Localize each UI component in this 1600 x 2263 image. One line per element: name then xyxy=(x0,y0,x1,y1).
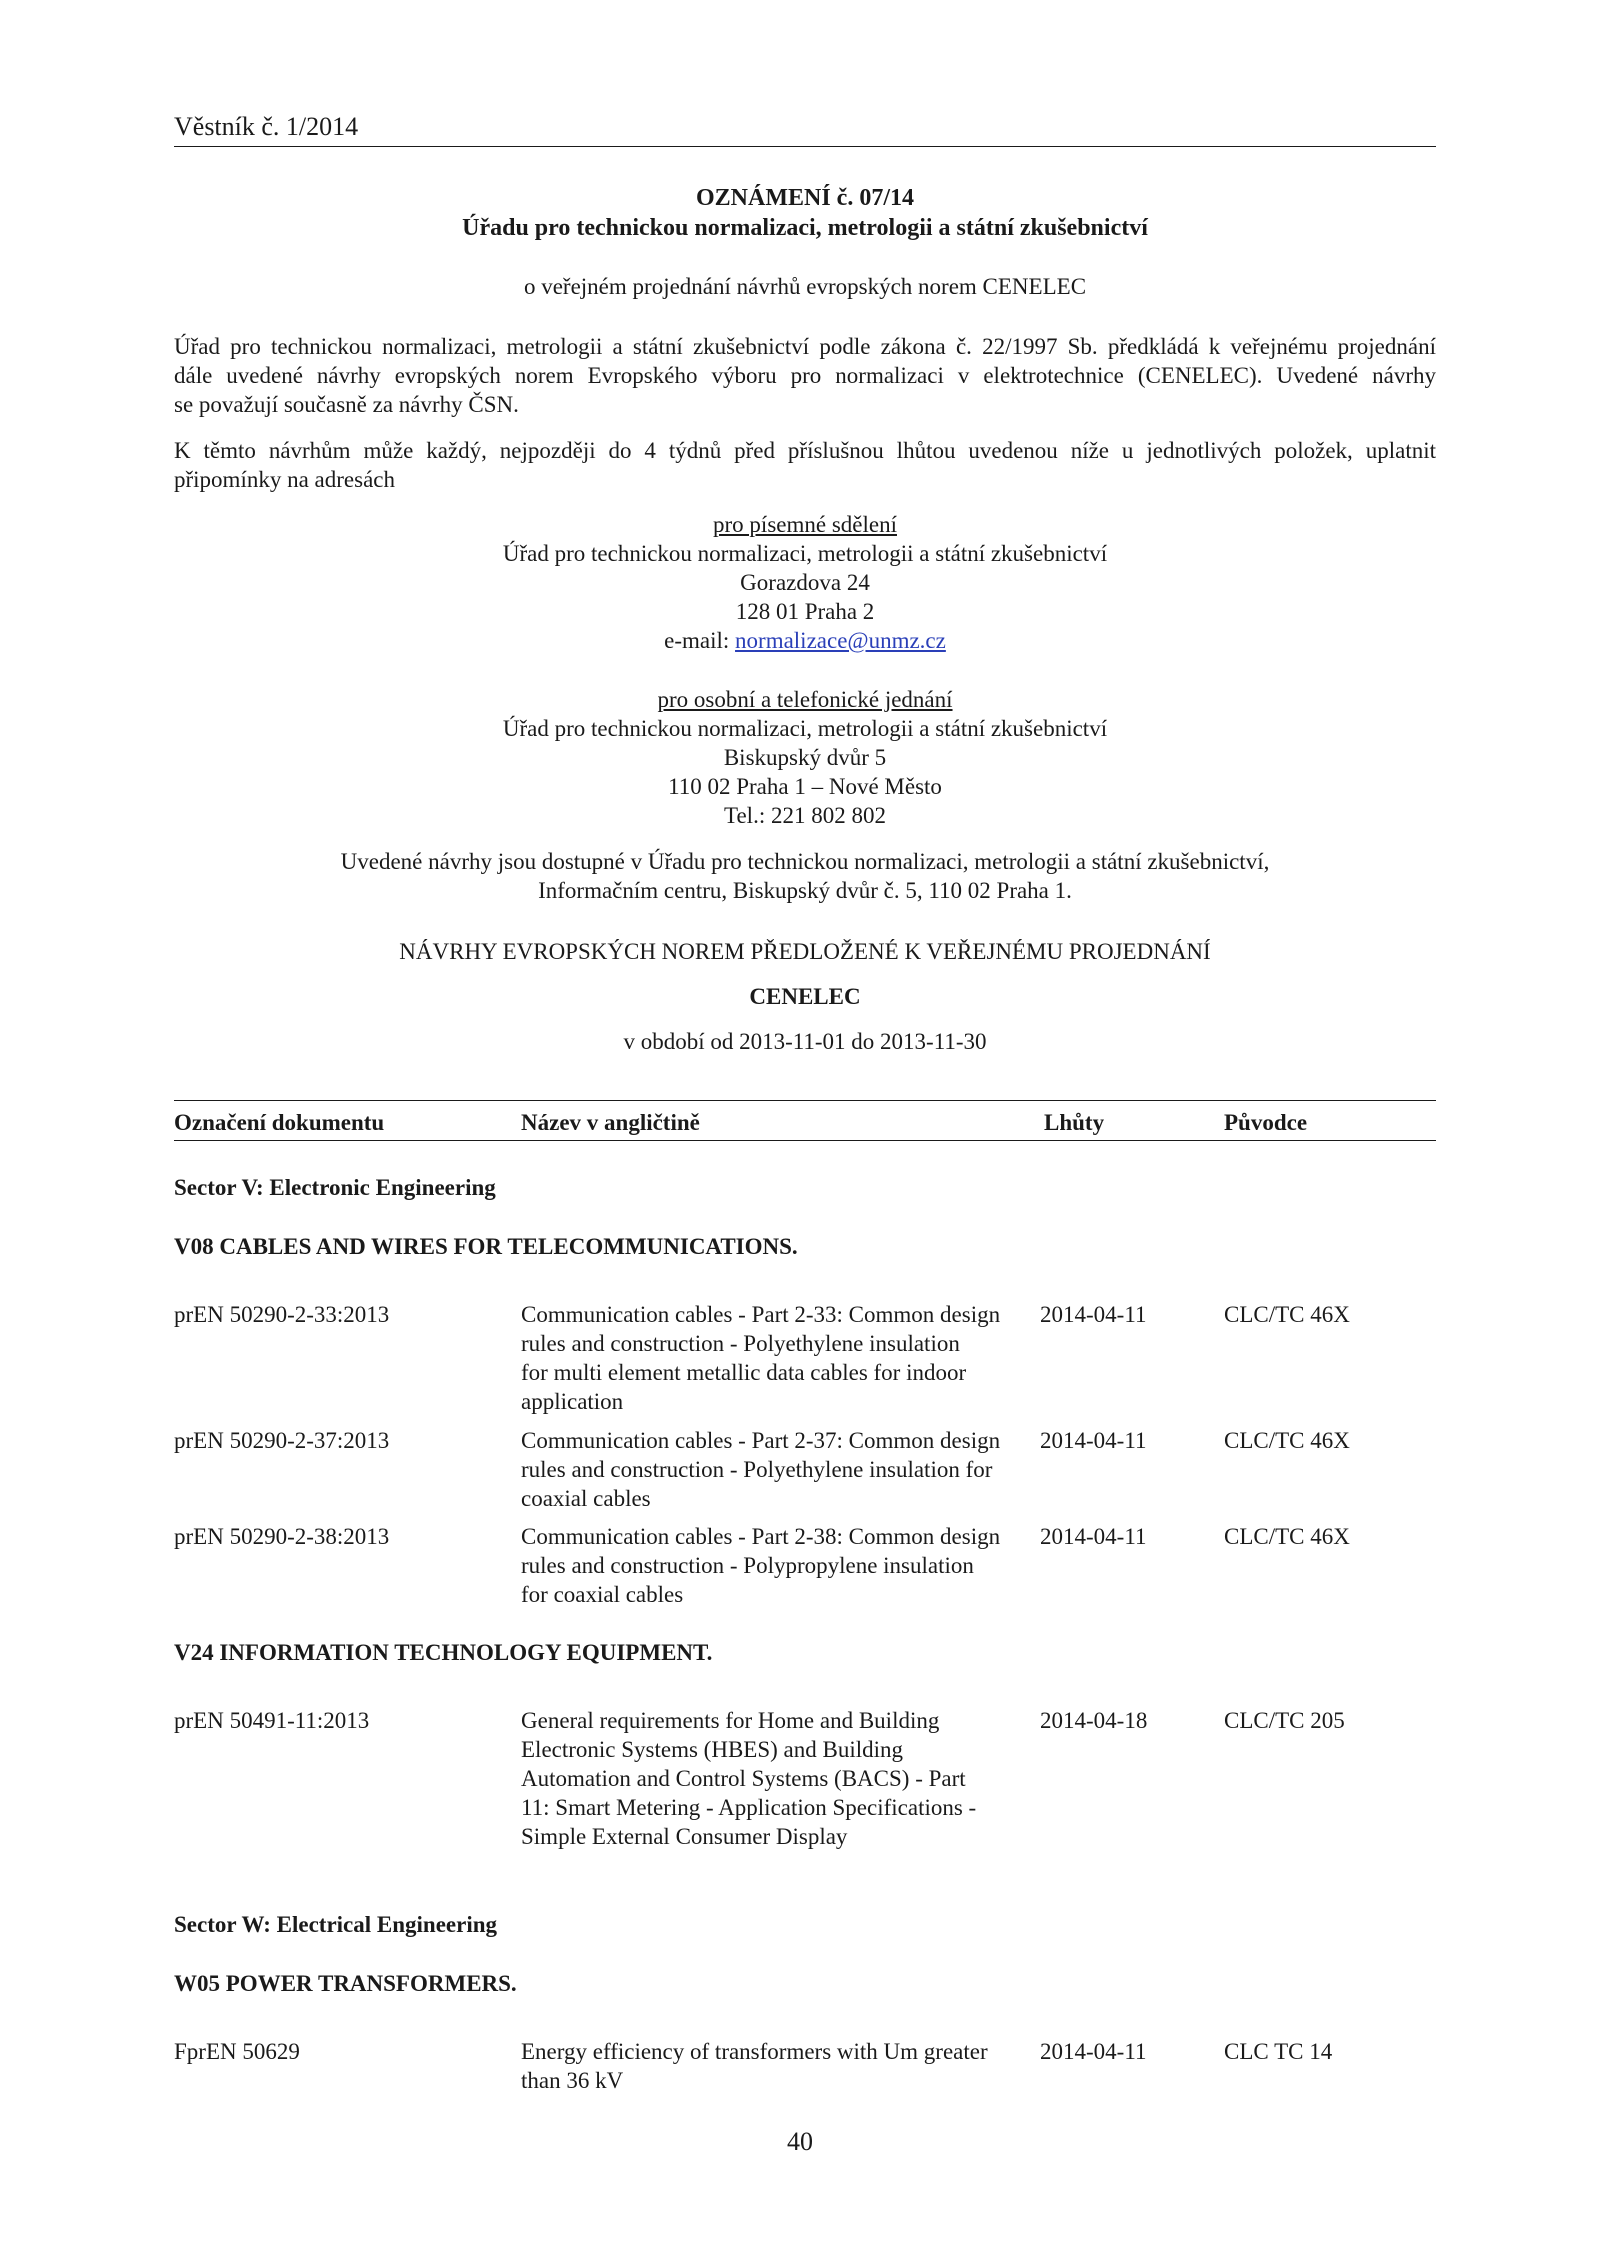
personal-address-city: 110 02 Praha 1 – Nové Město xyxy=(668,774,942,799)
document-deadline: 2014-04-11 xyxy=(1040,1524,1147,1549)
document-code: prEN 50491-11:2013 xyxy=(174,1708,370,1733)
announcement-subject: o veřejném projednání návrhů evropských norem CENELEC xyxy=(523,274,1087,299)
written-address-city: 128 01 Praha 2 xyxy=(735,599,875,624)
intro-paragraph-2-line: K těmto návrhům může každý, nejpozději do 4 týdnů před příslušnou lhůtou uvedenou níže u jednotlivých položek, uplatnit xyxy=(174,438,1436,463)
document-name-line: rules and construction - Polyethylene insulation for xyxy=(521,1457,993,1482)
document-code: prEN 50290-2-33:2013 xyxy=(174,1302,390,1327)
written-address-heading: pro písemné sdělení xyxy=(713,512,897,537)
document-name-line: Automation and Control Systems (BACS) - Part xyxy=(521,1766,966,1791)
intro-paragraph-1-line: dále uvedené návrhy evropských norem Evropského výboru pro normalizaci v elektrotechnice (CENELEC). Uvedené návrhy xyxy=(174,363,1436,388)
written-address-street: Gorazdova 24 xyxy=(740,570,870,595)
document-name xyxy=(521,1426,1036,1513)
announcement-number: OZNÁMENÍ č. 07/14 xyxy=(696,185,914,211)
announcement-office: Úřadu pro technickou normalizaci, metrologii a státní zkušebnictví xyxy=(462,215,1148,241)
document-origin: CLC TC 14 xyxy=(1224,2039,1333,2064)
document-name-line: Communication cables - Part 2-38: Common design xyxy=(521,1524,1001,1549)
intro-paragraph-1-line: se považují současně za návrhy ČSN. xyxy=(174,392,519,417)
personal-address-block xyxy=(174,685,1436,830)
intro-paragraph-2-line: připomínky na adresách xyxy=(174,467,395,492)
document-deadline: 2014-04-11 xyxy=(1040,1428,1147,1453)
group-title: V24 INFORMATION TECHNOLOGY EQUIPMENT. xyxy=(174,1640,713,1665)
personal-address-street: Biskupský dvůr 5 xyxy=(723,745,887,770)
document-name-line: General requirements for Home and Building xyxy=(521,1708,940,1733)
personal-address-office: Úřad pro technickou normalizaci, metrologii a státní zkušebnictví xyxy=(502,716,1108,741)
document-name-line: rules and construction - Polypropylene insulation xyxy=(521,1553,974,1578)
document-name xyxy=(521,1522,1036,1609)
document-origin: CLC/TC 205 xyxy=(1224,1708,1345,1733)
section-period: v období od 2013-11-01 do 2013-11-30 xyxy=(623,1029,987,1054)
page-number: 40 xyxy=(787,2127,813,2156)
document-origin: CLC/TC 46X xyxy=(1224,1524,1350,1549)
document-name xyxy=(521,1300,1036,1416)
document-name-line: Energy efficiency of transformers with Um greater xyxy=(521,2039,988,2064)
written-address-email-line xyxy=(174,626,1436,655)
document-deadline: 2014-04-11 xyxy=(1040,1302,1147,1327)
column-header-name: Název v angličtině xyxy=(521,1110,700,1135)
intro-paragraph-2 xyxy=(174,436,1436,494)
section-org: CENELEC xyxy=(749,984,861,1009)
document-code: prEN 50290-2-37:2013 xyxy=(174,1428,390,1453)
availability-line: Informačním centru, Biskupský dvůr č. 5, 110 02 Praha 1. xyxy=(538,878,1072,903)
document-name xyxy=(521,1706,1036,1851)
document-code: FprEN 50629 xyxy=(174,2039,300,2064)
document-name-line: Simple External Consumer Display xyxy=(521,1824,848,1849)
document-name-line: rules and construction - Polyethylene insulation xyxy=(521,1331,960,1356)
personal-address-phone: Tel.: 221 802 802 xyxy=(724,803,886,828)
written-address-block xyxy=(174,510,1436,655)
document-origin: CLC/TC 46X xyxy=(1224,1428,1350,1453)
availability-line: Uvedené návrhy jsou dostupné v Úřadu pro technickou normalizaci, metrologii a státní zkušebnictví, xyxy=(340,849,1270,874)
sector-title: Sector V: Electronic Engineering xyxy=(174,1175,496,1200)
email-link[interactable]: normalizace@unmz.cz xyxy=(735,628,946,653)
document-name xyxy=(521,2037,1036,2095)
personal-address-heading: pro osobní a telefonické jednání xyxy=(657,687,953,712)
document-name-line: 11: Smart Metering - Application Specifications - xyxy=(521,1795,977,1820)
group-title: W05 POWER TRANSFORMERS. xyxy=(174,1971,517,1996)
header-divider xyxy=(174,146,1436,147)
document-deadline: 2014-04-18 xyxy=(1040,1708,1148,1733)
document-origin: CLC/TC 46X xyxy=(1224,1302,1350,1327)
written-address-office: Úřad pro technickou normalizaci, metrologii a státní zkušebnictví xyxy=(502,541,1108,566)
document-code: prEN 50290-2-38:2013 xyxy=(174,1524,390,1549)
document-name-line: than 36 kV xyxy=(521,2068,624,2093)
document-name-line: application xyxy=(521,1389,624,1414)
intro-paragraph-1 xyxy=(174,332,1436,419)
document-name-line: for multi element metallic data cables for indoor xyxy=(521,1360,967,1385)
document-name-line: Communication cables - Part 2-33: Common design xyxy=(521,1302,1001,1327)
document-name-line: Electronic Systems (HBES) and Building xyxy=(521,1737,904,1762)
column-header-origin: Původce xyxy=(1224,1110,1308,1135)
sector-title: Sector W: Electrical Engineering xyxy=(174,1912,498,1937)
bulletin-header-title: Věstník č. 1/2014 xyxy=(174,112,359,141)
document-name-line: for coaxial cables xyxy=(521,1582,684,1607)
table-header-rule xyxy=(174,1140,1436,1141)
intro-paragraph-1-line: Úřad pro technickou normalizaci, metrologii a státní zkušebnictví podle zákona č. 22/1997 Sb. předkládá k veřejnému projednání xyxy=(174,334,1436,359)
group-title: V08 CABLES AND WIRES FOR TELECOMMUNICATIONS. xyxy=(174,1234,798,1259)
document-name-line: coaxial cables xyxy=(521,1486,651,1511)
document-deadline: 2014-04-11 xyxy=(1040,2039,1147,2064)
document-name-line: Communication cables - Part 2-37: Common design xyxy=(521,1428,1001,1453)
column-header-code: Označení dokumentu xyxy=(174,1110,385,1135)
section-title: NÁVRHY EVROPSKÝCH NOREM PŘEDLOŽENÉ K VEŘEJNÉMU PROJEDNÁNÍ xyxy=(399,939,1211,964)
email-label: e-mail: xyxy=(664,628,736,653)
availability-note xyxy=(174,847,1436,905)
table-top-rule xyxy=(174,1100,1436,1101)
column-header-deadline: Lhůty xyxy=(1044,1110,1105,1135)
